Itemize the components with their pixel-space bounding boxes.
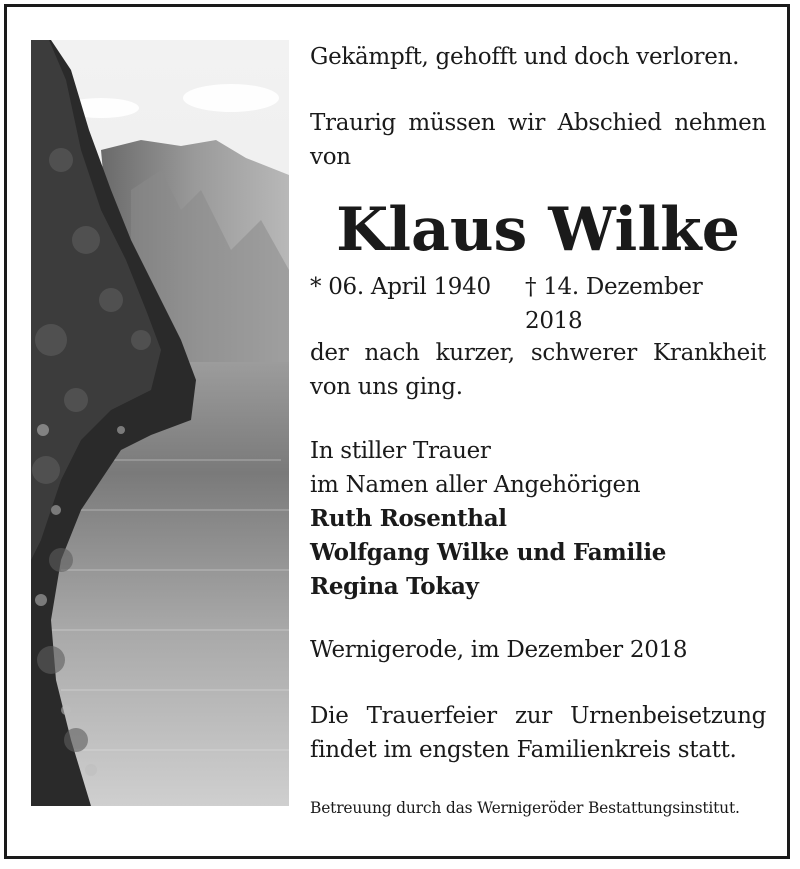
birth-date: * 06. April 1940 — [310, 274, 491, 300]
mourner-name: Ruth Rosenthal — [310, 505, 507, 532]
intro-line: Gekämpft, gehofft und doch verloren. — [310, 44, 740, 70]
ceremony-text: Die Trauerfeier zur Urnenbeisetzung findet im engsten Familienkreis statt. — [310, 703, 766, 763]
deceased-name: Klaus Wilke — [336, 195, 740, 265]
mourning-line: In stiller Trauer — [310, 438, 491, 464]
family-line: im Namen aller Angehörigen — [310, 472, 641, 498]
funeral-home-credit: Betreuung durch das Wernigeröder Bestattungsinstitut. — [310, 799, 740, 817]
death-date: † 14. Dezember 2018 — [525, 274, 703, 334]
passing-text: der nach kurzer, schwerer Krankheit von uns ging. — [310, 340, 766, 400]
farewell-line: Traurig müssen wir Abschied nehmen von — [310, 110, 766, 170]
place-date: Wernigerode, im Dezember 2018 — [310, 637, 688, 663]
mourner-name: Regina Tokay — [310, 573, 479, 600]
mourner-name: Wolfgang Wilke und Familie — [310, 539, 667, 566]
lake-mountain-photo — [31, 40, 289, 806]
